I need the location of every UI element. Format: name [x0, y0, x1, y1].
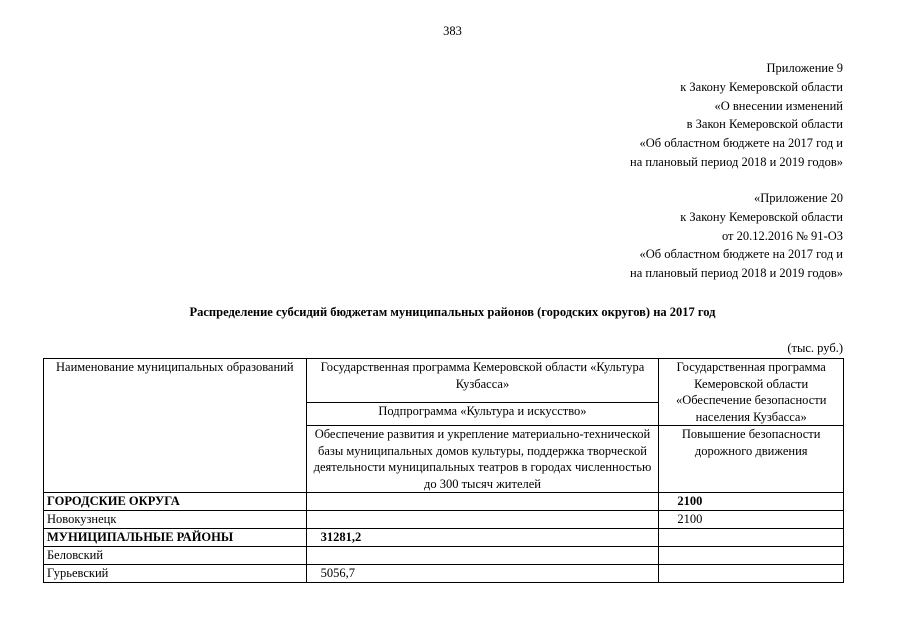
- row-safety-value: 2100: [659, 511, 844, 529]
- header-program-safety: Государственная программа Кемеровской области «Обеспечение безопасности населения Кузбасса»: [659, 359, 844, 426]
- table-header-row: [44, 359, 844, 403]
- appendix-9-line: «О внесении изменений: [714, 98, 843, 113]
- row-name: ГОРОДСКИЕ ОКРУГА: [44, 493, 307, 511]
- row-culture-value: 31281,2: [306, 529, 659, 547]
- appendix-20-line: «Приложение 20: [754, 191, 843, 205]
- table-row: [44, 493, 844, 511]
- header-municipality: Наименование муниципальных образований: [44, 359, 307, 493]
- row-name: Новокузнецк: [44, 511, 307, 529]
- row-safety-value: 2100: [659, 493, 844, 511]
- document-title: Распределение субсидий бюджетам муниципальных районов (городских округов) на 2017 год: [189, 305, 716, 319]
- row-safety-value: [659, 565, 844, 583]
- appendix-20-line: «Об областном бюджете на 2017 год и: [639, 247, 843, 262]
- appendix-20-heading: [630, 189, 843, 283]
- row-culture-value: [306, 547, 659, 565]
- appendix-20-line: на плановый период 2018 и 2019 годов»: [630, 266, 843, 281]
- header-subprogram-culture: Подпрограмма «Культура и искусство»: [306, 403, 659, 426]
- appendix-9-line: «Об областном бюджете на 2017 год и: [639, 136, 843, 151]
- row-culture-value: [306, 493, 659, 511]
- row-name: Беловский: [44, 547, 307, 565]
- appendix-20-line: от 20.12.2016 № 91-ОЗ: [721, 228, 843, 243]
- appendix-20-line: к Закону Кемеровской области: [680, 209, 843, 224]
- appendix-9-line: в Закон Кемеровской области: [686, 117, 843, 132]
- appendix-9-line: на плановый период 2018 и 2019 годов»: [630, 154, 843, 169]
- table-row: [44, 565, 844, 583]
- subsidies-table: [43, 358, 844, 583]
- appendix-9-line: к Закону Кемеровской области: [680, 79, 843, 94]
- row-culture-value: 5056,7: [306, 565, 659, 583]
- table-row: [44, 529, 844, 547]
- appendix-9-heading: [630, 59, 843, 172]
- header-measure-culture: Обеспечение развития и укрепление материально-технической базы муниципальных домов культуры, поддержка творческой деятельности муниципальных театров в городах численностью до 300 тысяч жителей: [306, 426, 659, 493]
- header-program-culture: Государственная программа Кемеровской области «Культура Кузбасса»: [306, 359, 659, 403]
- units-label: (тыс. руб.): [787, 341, 843, 355]
- appendix-9-line: Приложение 9: [766, 61, 843, 75]
- row-culture-value: [306, 511, 659, 529]
- page-number: 383: [443, 24, 462, 38]
- header-measure-safety: Повышение безопасности дорожного движения: [659, 426, 844, 493]
- table-row: [44, 547, 844, 565]
- row-name: Гурьевский: [44, 565, 307, 583]
- row-safety-value: [659, 529, 844, 547]
- row-name: МУНИЦИПАЛЬНЫЕ РАЙОНЫ: [44, 529, 307, 547]
- row-safety-value: [659, 547, 844, 565]
- table-row: [44, 511, 844, 529]
